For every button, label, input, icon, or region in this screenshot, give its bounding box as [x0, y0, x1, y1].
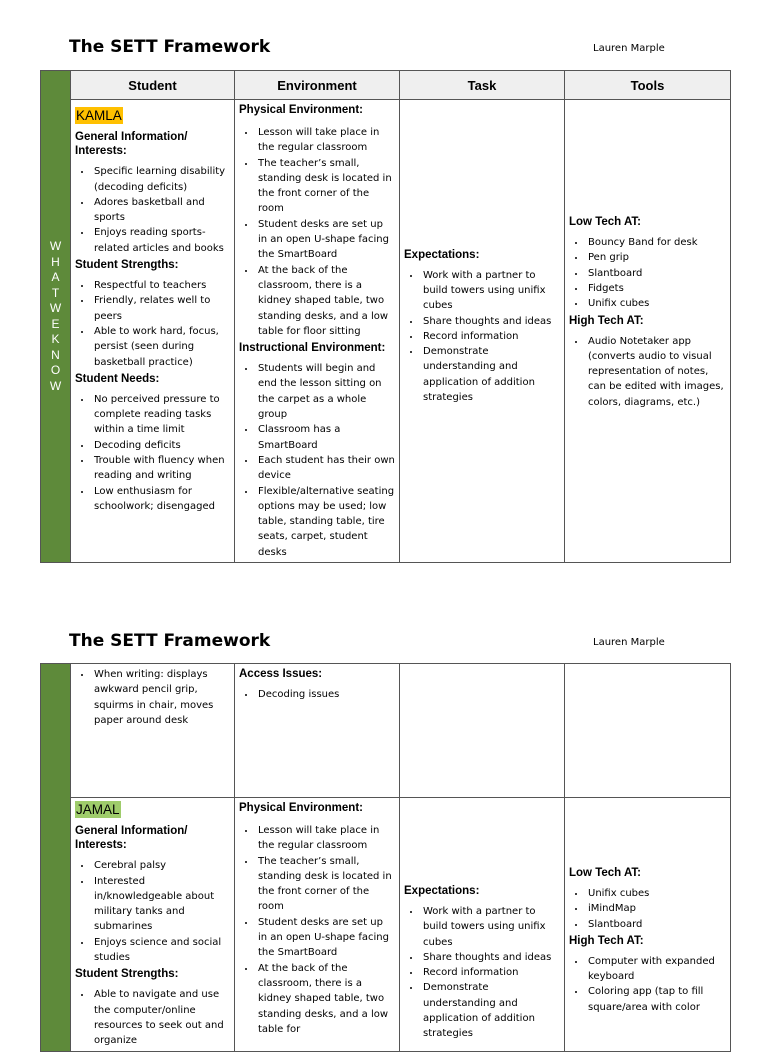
general-info-heading: General Information/ Interests:	[75, 131, 188, 158]
list-item: • Audio Notetaker app (converts audio to visual representation of notes, can be edited with images, colors, diagrams, etc.)	[586, 334, 726, 410]
physical-env-list	[239, 823, 395, 1037]
list-item: • Demonstrate understanding and application of addition strategies	[421, 980, 560, 1041]
physical-env-list	[239, 125, 395, 339]
list-item: • Slantboard	[586, 917, 726, 932]
jamal-task-cell	[400, 798, 565, 1052]
empty-task-cell	[400, 664, 565, 798]
list-item: • Work with a partner to build towers using unifix cubes	[421, 268, 560, 314]
sidebar-continued	[41, 664, 71, 1052]
page-title: The SETT Framework	[69, 631, 271, 651]
list-item: • Student desks are set up in an open U-shape facing the SmartBoard	[256, 217, 395, 263]
low-tech-list	[569, 235, 726, 311]
list-item: • The teacher’s small, standing desk is located in the front corner of the room	[256, 156, 395, 217]
access-issues-list	[239, 687, 395, 702]
list-item: • Lesson will take place in the regular classroom	[256, 125, 395, 156]
high-tech-heading: High Tech AT:	[569, 314, 644, 327]
general-info-heading: General Information/ Interests:	[75, 825, 188, 852]
list-item: • Interested in/knowledgeable about military tanks and submarines	[92, 874, 230, 935]
list-item: • Each student has their own device	[256, 453, 395, 484]
student-name-jamal: JAMAL	[76, 802, 120, 817]
list-item: • Adores basketball and sports	[92, 195, 230, 226]
instructional-env-heading: Instructional Environment:	[239, 342, 386, 355]
sidebar-letters: W H A T W E K N O W	[49, 239, 62, 393]
kamla-task-cell	[400, 100, 565, 563]
list-item: • Trouble with fluency when reading and writing	[92, 453, 230, 484]
kamla-access-cell	[235, 664, 400, 798]
physical-env-heading: Physical Environment:	[239, 104, 363, 116]
list-item: • Slantboard	[586, 266, 726, 281]
list-item: • Students will begin and end the lesson sitting on the carpet as a whole group	[256, 361, 395, 422]
list-item: • Cerebral palsy	[92, 858, 230, 873]
kamla-student-cell	[71, 100, 235, 563]
header-tools: Tools	[565, 71, 731, 100]
list-item: • No perceived pressure to complete reading tasks within a time limit	[92, 392, 230, 438]
list-item: • Enjoys reading sports-related articles and books	[92, 225, 230, 256]
list-item: • Fidgets	[586, 281, 726, 296]
list-item: • Bouncy Band for desk	[586, 235, 726, 250]
expectations-heading: Expectations:	[404, 248, 480, 261]
list-item: • Computer with expanded keyboard	[586, 954, 726, 985]
sett-table-page1	[40, 70, 731, 563]
kamla-environment-cell	[235, 100, 400, 563]
high-tech-list	[569, 954, 726, 1015]
header-environment: Environment	[235, 71, 400, 100]
student-name-kamla: KAMLA	[76, 108, 122, 123]
list-item: • Unifix cubes	[586, 296, 726, 311]
strengths-list	[75, 987, 230, 1048]
strengths-list	[75, 278, 230, 370]
kamla-tools-cell	[565, 100, 731, 563]
high-tech-heading: High Tech AT:	[569, 934, 644, 947]
strengths-heading: Student Strengths:	[75, 259, 179, 272]
header-task: Task	[400, 71, 565, 100]
list-item: • Pen grip	[586, 250, 726, 265]
expectations-heading: Expectations:	[404, 885, 480, 897]
low-tech-list	[569, 886, 726, 932]
list-item: • Share thoughts and ideas	[421, 950, 560, 965]
list-item: • Able to navigate and use the computer/online resources to seek out and organize	[92, 987, 230, 1048]
list-item: • Coloring app (tap to fill square/area with color	[586, 984, 726, 1015]
low-tech-heading: Low Tech AT:	[569, 216, 641, 229]
needs-list-continued	[75, 667, 230, 728]
list-item: • Work with a partner to build towers using unifix cubes	[421, 904, 560, 950]
author-name: Lauren Marple	[593, 637, 665, 648]
list-item: • When writing: displays awkward pencil grip, squirms in chair, moves paper around desk	[92, 667, 230, 728]
access-issues-heading: Access Issues:	[239, 668, 323, 680]
list-item: • Specific learning disability (decoding deficits)	[92, 164, 230, 195]
expectations-list	[404, 268, 560, 406]
general-info-list	[75, 164, 230, 256]
list-item: • Student desks are set up in an open U-shape facing the SmartBoard	[256, 915, 395, 961]
instructional-env-list	[239, 361, 395, 560]
list-item: • Demonstrate understanding and application of addition strategies	[421, 344, 560, 405]
kamla-student-cont-cell	[71, 664, 235, 798]
expectations-list	[404, 904, 560, 1042]
page-title: The SETT Framework	[69, 37, 271, 57]
low-tech-heading: Low Tech AT:	[569, 867, 641, 879]
empty-tools-cell	[565, 664, 731, 798]
jamal-environment-cell	[235, 798, 400, 1052]
list-item: • Record information	[421, 965, 560, 980]
list-item: • Low enthusiasm for schoolwork; disengaged	[92, 484, 230, 515]
physical-env-heading: Physical Environment:	[239, 802, 363, 814]
author-name: Lauren Marple	[593, 43, 665, 54]
jamal-tools-cell	[565, 798, 731, 1052]
sett-table-page2	[40, 663, 731, 1052]
jamal-student-cell	[71, 798, 235, 1052]
list-item: • Lesson will take place in the regular classroom	[256, 823, 395, 854]
list-item: • Decoding issues	[256, 687, 395, 702]
list-item: • Friendly, relates well to peers	[92, 293, 230, 324]
list-item: • Able to work hard, focus, persist (seen during basketball practice)	[92, 324, 230, 370]
header-student: Student	[71, 71, 235, 100]
strengths-heading: Student Strengths:	[75, 968, 179, 981]
needs-list	[75, 392, 230, 514]
needs-heading: Student Needs:	[75, 372, 160, 385]
list-item: • The teacher’s small, standing desk is located in the front corner of the room	[256, 854, 395, 915]
list-item: • Classroom has a SmartBoard	[256, 422, 395, 453]
list-item: • At the back of the classroom, there is a kidney shaped table, two standing desks, and a low table for floor sitting	[256, 263, 395, 339]
list-item: • Enjoys science and social studies	[92, 935, 230, 966]
list-item: • Unifix cubes	[586, 886, 726, 901]
general-info-list	[75, 858, 230, 965]
what-we-know-sidebar	[41, 71, 71, 563]
list-item: • Record information	[421, 329, 560, 344]
list-item: • At the back of the classroom, there is a kidney shaped table, two standing desks, and a low table for	[256, 961, 395, 1037]
list-item: • Decoding deficits	[92, 438, 230, 453]
high-tech-list	[569, 334, 726, 410]
list-item: • Flexible/alternative seating options may be used; low table, standing table, tire seats, carpet, student desks	[256, 484, 395, 560]
list-item: • Respectful to teachers	[92, 278, 230, 293]
list-item: • iMindMap	[586, 901, 726, 916]
list-item: • Share thoughts and ideas	[421, 314, 560, 329]
